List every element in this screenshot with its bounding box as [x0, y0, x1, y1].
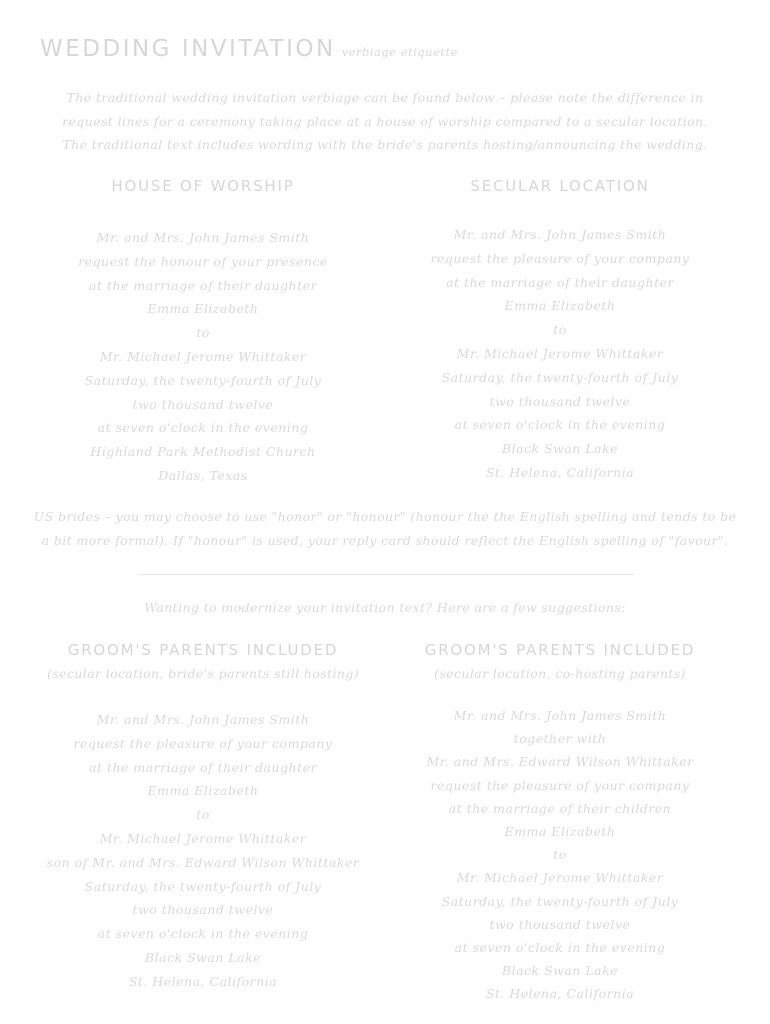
verbiage-line: at seven o'clock in the evening	[454, 940, 666, 956]
verbiage-line: Mr. Michael Jerome Whittaker	[99, 348, 307, 364]
verbiage-line: at seven o'clock in the evening	[454, 417, 666, 433]
verbiage-line: Emma Elizabeth	[147, 301, 259, 317]
verbiage-line: son of Mr. and Mrs. Edward Wilson Whittaker	[46, 854, 360, 870]
verbiage-line: request the pleasure of your company	[73, 735, 333, 751]
verbiage-line: to	[196, 807, 210, 823]
grooms-left-heading: GROOM'S PARENTS INCLUDED	[67, 641, 339, 659]
title-subtitle: verbiage etiquette	[341, 45, 458, 59]
grooms-right-verbiage	[400, 704, 720, 1006]
verbiage-line: two thousand twelve	[132, 902, 274, 918]
verbiage-line: at the marriage of their daughter	[89, 759, 317, 775]
verbiage-line: Dallas, Texas	[158, 467, 248, 483]
secular-heading: SECULAR LOCATION	[470, 177, 650, 195]
verbiage-line: together with	[513, 731, 607, 747]
page-title	[40, 36, 458, 62]
verbiage-line: Mr. and Mrs. Edward Wilson Whittaker	[426, 754, 694, 770]
modernize-intro: Wanting to modernize your invitation text? Here are a few suggestions:	[144, 600, 626, 615]
verbiage-line: Emma Elizabeth	[504, 298, 616, 314]
verbiage-line: at seven o'clock in the evening	[97, 420, 309, 436]
verbiage-line: Saturday, the twenty-fourth of July	[441, 369, 679, 385]
verbiage-line: St. Helena, California	[485, 464, 635, 480]
verbiage-line: at the marriage of their children	[448, 800, 672, 816]
verbiage-line: Mr. and Mrs. John James Smith	[96, 712, 310, 727]
spelling-note: US brides – you may choose to use "honor" or "honour" (honour the the English spelling and tends to be a bit more formal). If "honour" is used, your reply card should reflect the English spelling of "favour".	[33, 509, 737, 548]
verbiage-line: to	[553, 322, 567, 338]
grooms-right-subheading: (secular location, co-hosting parents)	[434, 666, 686, 681]
verbiage-line: Highland Park Methodist Church	[90, 444, 316, 460]
verbiage-line: at the marriage of their daughter	[89, 277, 317, 293]
verbiage-line: request the pleasure of your company	[430, 777, 690, 793]
secular-verbiage	[400, 223, 720, 485]
verbiage-line: Black Swan Lake	[144, 949, 262, 965]
verbiage-line: two thousand twelve	[489, 393, 631, 409]
verbiage-line: Mr. and Mrs. John James Smith	[96, 230, 310, 245]
verbiage-line: Saturday, the twenty-fourth of July	[441, 893, 679, 909]
verbiage-line: Mr. and Mrs. John James Smith	[453, 227, 667, 242]
verbiage-line: Emma Elizabeth	[504, 824, 616, 840]
verbiage-line: two thousand twelve	[489, 916, 631, 932]
verbiage-line: Mr. Michael Jerome Whittaker	[456, 345, 664, 361]
verbiage-line: at the marriage of their daughter	[446, 274, 674, 290]
title-text: WEDDING INVITATION	[40, 36, 336, 62]
grooms-right-heading: GROOM'S PARENTS INCLUDED	[424, 641, 696, 659]
intro-paragraph: The traditional wedding invitation verbiage can be found below – please note the difference in request lines for a ceremony taking place at a house of worship compared to a secular location. The traditional text includes wording with the bride's parents hosting/announcing the wedding.	[62, 90, 708, 152]
verbiage-line: Black Swan Lake	[501, 441, 619, 457]
grooms-left-subheading: (secular location, bride's parents still hosting)	[46, 666, 360, 681]
verbiage-line: Saturday, the twenty-fourth of July	[84, 878, 322, 894]
verbiage-line: to	[553, 847, 567, 863]
verbiage-line: Mr. Michael Jerome Whittaker	[99, 830, 307, 846]
verbiage-line: Mr. and Mrs. John James Smith	[453, 708, 667, 723]
verbiage-line: St. Helena, California	[485, 986, 635, 1002]
worship-verbiage	[40, 226, 366, 488]
grooms-left-verbiage	[40, 708, 366, 994]
verbiage-line: to	[196, 325, 210, 341]
verbiage-line: Mr. Michael Jerome Whittaker	[456, 870, 664, 886]
verbiage-line: request the pleasure of your company	[430, 250, 690, 266]
verbiage-line: at seven o'clock in the evening	[97, 926, 309, 942]
verbiage-line: St. Helena, California	[128, 973, 278, 989]
verbiage-line: request the honour of your presence	[78, 253, 328, 269]
verbiage-line: Black Swan Lake	[501, 963, 619, 979]
worship-heading: HOUSE OF WORSHIP	[111, 177, 295, 195]
section-divider	[137, 574, 634, 575]
verbiage-line: Emma Elizabeth	[147, 783, 259, 799]
verbiage-line: two thousand twelve	[132, 396, 274, 412]
verbiage-line: Saturday, the twenty-fourth of July	[84, 372, 322, 388]
